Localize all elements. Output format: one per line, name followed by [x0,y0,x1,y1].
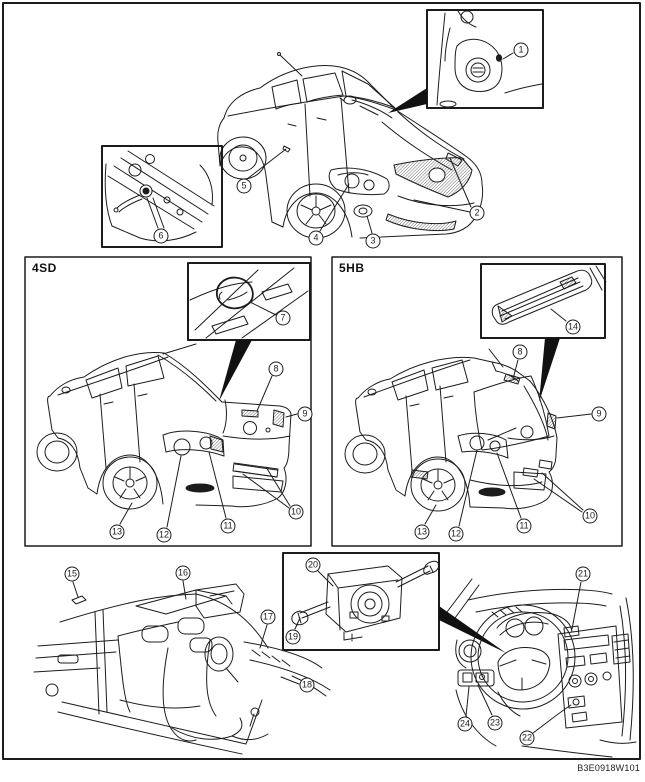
leader-9-5hb [557,414,591,418]
leader-6 [147,198,164,228]
pointer-triangle-front [388,88,427,113]
callout-rear_sedan-8: 8 [269,362,284,377]
callout-rear_hatch-11: 11 [517,519,532,534]
callout-front-2: 2 [470,206,485,221]
callout-interior-18: 18 [300,678,315,693]
rear-hatch-panel [332,257,622,546]
callout-interior-23: 23 [488,716,503,731]
callout-interior-22: 22 [520,731,535,746]
inset-ignition-key-detail [427,10,543,108]
pointer-triangle-4sd [219,340,252,401]
front-sedan-drawing [218,53,483,239]
callout-front-1: 1 [514,43,529,58]
leader-10-5hb [534,473,583,512]
callout-rear_sedan-7: 7 [276,311,291,326]
leader-1 [503,53,513,59]
callout-rear_hatch-13: 13 [415,525,430,540]
callout-rear_hatch-12: 12 [449,527,464,542]
figure-code: B3E0918W101 [577,763,640,773]
callout-interior-19: 19 [286,630,301,645]
callout-rear_hatch-9: 9 [592,407,607,422]
callout-front-6: 6 [154,229,169,244]
leader-14 [551,309,566,321]
callout-interior-16: 16 [176,566,191,581]
callout-interior-17: 17 [261,610,276,625]
leader-13-5hb [425,505,436,524]
leader-15 [73,582,78,597]
callout-rear_sedan-11: 11 [221,519,236,534]
leader-9-4sd [286,414,297,417]
callout-interior-21: 21 [576,567,591,582]
leader-24 [466,687,469,716]
panel-label-4sd: 4SD [32,261,57,275]
leader-12-5hb [459,450,477,526]
callout-rear_sedan-12: 12 [157,528,172,543]
callout-rear_sedan-13: 13 [110,525,125,540]
callout-rear_sedan-9: 9 [298,407,313,422]
callout-rear_hatch-10: 10 [583,509,598,524]
leader-7 [250,302,276,315]
leader-12-4sd [167,456,181,527]
leader-16 [183,581,186,599]
callout-front-5: 5 [237,179,252,194]
callout-rear_hatch-8: 8 [513,345,528,360]
panel-label-5hb: 5HB [339,261,365,275]
leader-19 [295,618,300,629]
leader-11-4sd [209,452,226,518]
callout-interior-24: 24 [458,717,473,732]
callout-interior-15: 15 [65,567,80,582]
callout-front-4: 4 [309,231,324,246]
callout-front-3: 3 [366,234,381,249]
callout-rear_sedan-10: 10 [289,505,304,520]
leader-13-4sd [120,503,132,524]
pointer-triangle-5hb [539,338,560,402]
dashboard-drawing [447,579,636,757]
leader-23 [478,685,492,715]
callout-rear_hatch-14: 14 [566,320,581,335]
callout-interior-20: 20 [306,558,321,573]
rear-sedan-panel [25,257,311,546]
interior-drawing [34,581,330,754]
